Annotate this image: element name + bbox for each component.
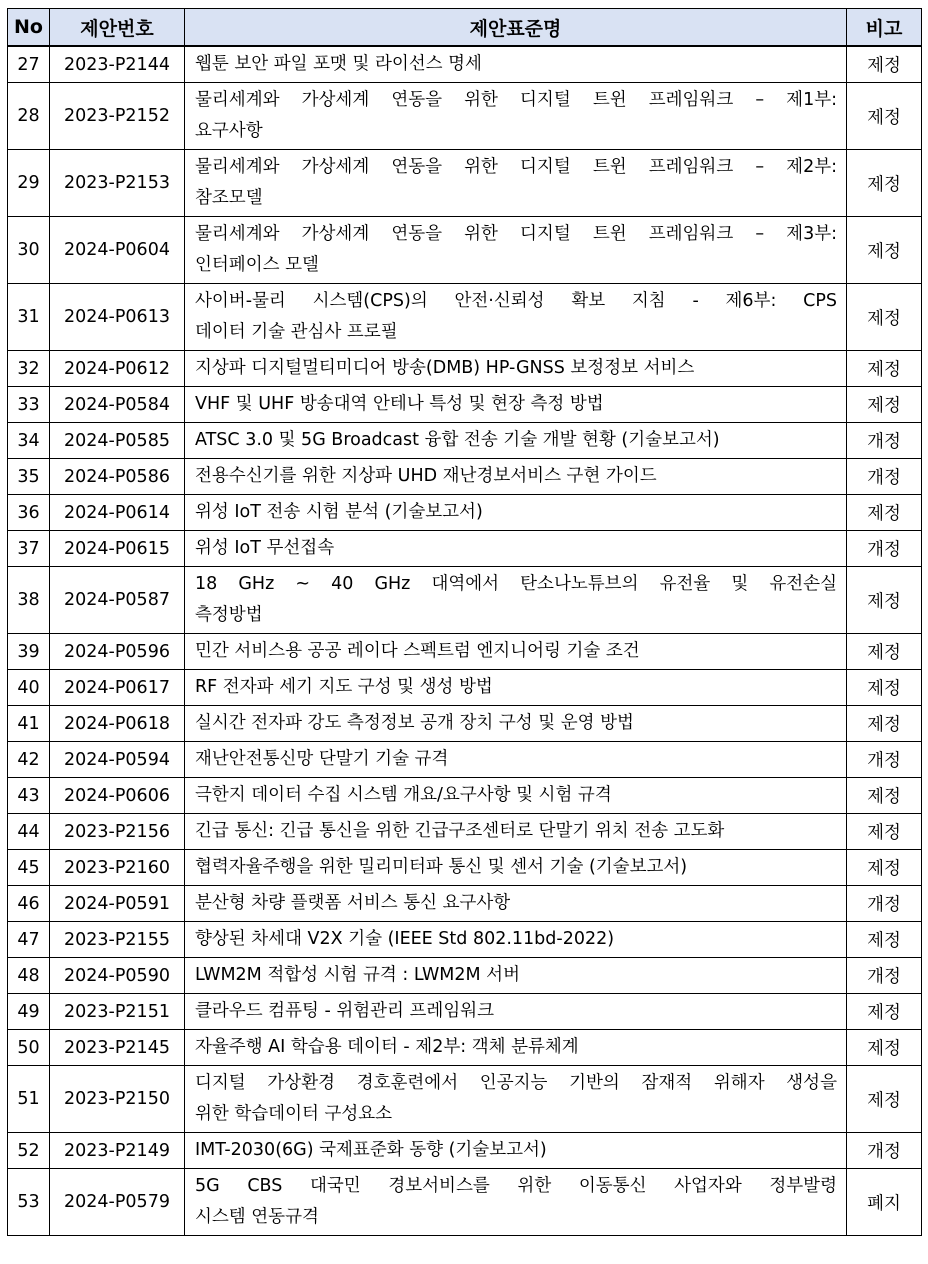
row-proposal-no: 2024-P0590 [50, 958, 185, 994]
row-title-line: 물리세계와 가상세계 연동을 위한 디지털 트윈 프레임워크 – 제1부: [195, 90, 837, 110]
row-no: 49 [8, 994, 50, 1030]
row-title [185, 459, 847, 495]
row-no: 29 [8, 150, 50, 217]
row-title-line: LWM2M 적합성 시험 규격 : LWM2M 서버 [195, 965, 520, 985]
row-title [185, 1169, 847, 1236]
table-row [8, 423, 922, 459]
row-note: 제정 [847, 495, 922, 531]
row-title-line: 사이버-물리 시스템(CPS)의 안전·신뢰성 확보 지침 - 제6부: CPS [195, 291, 837, 311]
standards-proposal-table [7, 8, 922, 1236]
row-no: 28 [8, 83, 50, 150]
row-title-line: 클라우드 컴퓨팅 - 위험관리 프레임워크 [195, 1001, 495, 1021]
row-proposal-no: 2024-P0594 [50, 742, 185, 778]
row-title [185, 922, 847, 958]
row-title-line: 긴급 통신: 긴급 통신을 위한 긴급구조센터로 단말기 위치 전송 고도화 [195, 821, 725, 841]
row-proposal-no: 2023-P2153 [50, 150, 185, 217]
row-title-line: IMT-2030(6G) 국제표준화 동향 (기술보고서) [195, 1140, 547, 1160]
row-proposal-no: 2024-P0579 [50, 1169, 185, 1236]
row-no: 47 [8, 922, 50, 958]
table-row [8, 634, 922, 670]
row-no: 42 [8, 742, 50, 778]
row-no: 45 [8, 850, 50, 886]
row-title-line: 자율주행 AI 학습용 데이터 - 제2부: 객체 분류체계 [195, 1037, 579, 1057]
row-no: 36 [8, 495, 50, 531]
header-no: No [8, 9, 50, 47]
row-title [185, 706, 847, 742]
row-proposal-no: 2023-P2149 [50, 1133, 185, 1169]
row-no: 48 [8, 958, 50, 994]
row-note: 제정 [847, 814, 922, 850]
row-proposal-no: 2024-P0586 [50, 459, 185, 495]
row-no: 35 [8, 459, 50, 495]
table-row [8, 217, 922, 284]
row-title-line: 참조모델 [195, 188, 263, 208]
row-title-line: 극한지 데이터 수집 시스템 개요/요구사항 및 시험 규격 [195, 785, 612, 805]
table-row [8, 459, 922, 495]
table-row [8, 83, 922, 150]
row-note: 제정 [847, 351, 922, 387]
row-no: 30 [8, 217, 50, 284]
row-title [185, 83, 847, 150]
table-header-row [8, 9, 922, 47]
row-proposal-no: 2023-P2156 [50, 814, 185, 850]
row-title-line: 민간 서비스용 공공 레이다 스펙트럼 엔지니어링 기술 조건 [195, 641, 640, 661]
row-note: 개정 [847, 958, 922, 994]
row-no: 50 [8, 1030, 50, 1066]
row-proposal-no: 2024-P0612 [50, 351, 185, 387]
row-title-line: 5G CBS 대국민 경보서비스를 위한 이동통신 사업자와 정부발령 [195, 1176, 837, 1196]
row-proposal-no: 2024-P0591 [50, 886, 185, 922]
row-no: 34 [8, 423, 50, 459]
row-title-line: 지상파 디지털멀티미디어 방송(DMB) HP-GNSS 보정정보 서비스 [195, 358, 695, 378]
row-note: 제정 [847, 994, 922, 1030]
row-note: 폐지 [847, 1169, 922, 1236]
row-title-line: 디지털 가상환경 경호훈련에서 인공지능 기반의 잠재적 위해자 생성을 [195, 1073, 837, 1093]
row-proposal-no: 2024-P0584 [50, 387, 185, 423]
row-title-line: 실시간 전자파 강도 측정정보 공개 장치 구성 및 운영 방법 [195, 713, 634, 733]
row-proposal-no: 2023-P2155 [50, 922, 185, 958]
row-proposal-no: 2024-P0617 [50, 670, 185, 706]
row-no: 51 [8, 1066, 50, 1133]
row-title [185, 778, 847, 814]
row-title-line: 요구사항 [195, 121, 263, 141]
row-note: 제정 [847, 778, 922, 814]
row-title-line: 인터페이스 모델 [195, 255, 319, 275]
row-note: 제정 [847, 1066, 922, 1133]
table-row [8, 46, 922, 83]
table-row [8, 850, 922, 886]
row-title-line: 측정방법 [195, 605, 263, 625]
row-note: 제정 [847, 634, 922, 670]
row-title [185, 850, 847, 886]
row-note: 제정 [847, 150, 922, 217]
row-note: 제정 [847, 83, 922, 150]
row-note: 제정 [847, 850, 922, 886]
row-title [185, 1030, 847, 1066]
table-row [8, 1066, 922, 1133]
table-row [8, 886, 922, 922]
table-row [8, 742, 922, 778]
table-row [8, 1169, 922, 1236]
row-no: 43 [8, 778, 50, 814]
row-note: 제정 [847, 217, 922, 284]
header-proposal-no: 제안번호 [50, 9, 185, 47]
row-note: 제정 [847, 46, 922, 83]
row-note: 개정 [847, 531, 922, 567]
row-note: 개정 [847, 742, 922, 778]
row-title [185, 994, 847, 1030]
table-row [8, 150, 922, 217]
row-title-line: 협력자율주행을 위한 밀리미터파 통신 및 센서 기술 (기술보고서) [195, 857, 688, 877]
row-proposal-no: 2024-P0618 [50, 706, 185, 742]
table-row [8, 670, 922, 706]
row-no: 44 [8, 814, 50, 850]
table-row [8, 706, 922, 742]
row-proposal-no: 2023-P2151 [50, 994, 185, 1030]
row-proposal-no: 2024-P0614 [50, 495, 185, 531]
row-title [185, 46, 847, 83]
row-title [185, 634, 847, 670]
row-title-line: 전용수신기를 위한 지상파 UHD 재난경보서비스 구현 가이드 [195, 466, 657, 486]
table-row [8, 922, 922, 958]
row-title [185, 814, 847, 850]
row-proposal-no: 2024-P0613 [50, 284, 185, 351]
row-no: 53 [8, 1169, 50, 1236]
row-title-line: 물리세계와 가상세계 연동을 위한 디지털 트윈 프레임워크 – 제3부: [195, 224, 837, 244]
row-title-line: 물리세계와 가상세계 연동을 위한 디지털 트윈 프레임워크 – 제2부: [195, 157, 837, 177]
row-note: 개정 [847, 423, 922, 459]
row-title [185, 958, 847, 994]
table-row [8, 1133, 922, 1169]
row-proposal-no: 2023-P2144 [50, 46, 185, 83]
row-note: 제정 [847, 387, 922, 423]
row-proposal-no: 2024-P0615 [50, 531, 185, 567]
row-title [185, 351, 847, 387]
row-title [185, 423, 847, 459]
row-proposal-no: 2023-P2152 [50, 83, 185, 150]
table-row [8, 387, 922, 423]
row-no: 39 [8, 634, 50, 670]
table-row [8, 567, 922, 634]
row-title-line: 향상된 차세대 V2X 기술 (IEEE Std 802.11bd-2022) [195, 929, 615, 949]
row-title-line: 웹툰 보안 파일 포맷 및 라이선스 명세 [195, 54, 482, 74]
table-row [8, 495, 922, 531]
row-title-line: 위성 IoT 무선접속 [195, 538, 335, 558]
row-title [185, 495, 847, 531]
row-title [185, 742, 847, 778]
header-title: 제안표준명 [185, 9, 847, 47]
row-title [185, 670, 847, 706]
row-title-line: ATSC 3.0 및 5G Broadcast 융합 전송 기술 개발 현황 (기술보고서) [195, 430, 720, 450]
table-row [8, 778, 922, 814]
row-no: 27 [8, 46, 50, 83]
row-proposal-no: 2024-P0606 [50, 778, 185, 814]
row-no: 52 [8, 1133, 50, 1169]
row-no: 40 [8, 670, 50, 706]
row-note: 제정 [847, 670, 922, 706]
row-title-line: 위성 IoT 전송 시험 분석 (기술보고서) [195, 502, 483, 522]
table-row [8, 1030, 922, 1066]
row-proposal-no: 2024-P0587 [50, 567, 185, 634]
row-no: 41 [8, 706, 50, 742]
row-note: 제정 [847, 284, 922, 351]
header-note: 비고 [847, 9, 922, 47]
row-proposal-no: 2024-P0596 [50, 634, 185, 670]
row-note: 개정 [847, 886, 922, 922]
row-note: 개정 [847, 459, 922, 495]
row-title-line: 재난안전통신망 단말기 기술 규격 [195, 749, 449, 769]
row-note: 제정 [847, 706, 922, 742]
row-title-line: 분산형 차량 플랫폼 서비스 통신 요구사항 [195, 893, 511, 913]
table-row [8, 814, 922, 850]
row-no: 32 [8, 351, 50, 387]
row-title [185, 567, 847, 634]
table-row [8, 351, 922, 387]
row-title [185, 150, 847, 217]
row-note: 개정 [847, 1133, 922, 1169]
row-proposal-no: 2023-P2160 [50, 850, 185, 886]
row-proposal-no: 2023-P2150 [50, 1066, 185, 1133]
row-title [185, 1066, 847, 1133]
row-title [185, 387, 847, 423]
row-proposal-no: 2023-P2145 [50, 1030, 185, 1066]
row-title-line: 시스템 연동규격 [195, 1207, 319, 1227]
row-note: 제정 [847, 922, 922, 958]
table-row [8, 284, 922, 351]
row-no: 33 [8, 387, 50, 423]
row-title-line: RF 전자파 세기 지도 구성 및 생성 방법 [195, 677, 493, 697]
row-title [185, 284, 847, 351]
row-proposal-no: 2024-P0604 [50, 217, 185, 284]
table-row [8, 531, 922, 567]
row-title [185, 217, 847, 284]
row-title-line: 18 GHz ~ 40 GHz 대역에서 탄소나노튜브의 유전율 및 유전손실 [195, 574, 837, 594]
row-note: 제정 [847, 1030, 922, 1066]
row-title-line: VHF 및 UHF 방송대역 안테나 특성 및 현장 측정 방법 [195, 394, 604, 414]
row-title [185, 886, 847, 922]
table-row [8, 994, 922, 1030]
row-no: 31 [8, 284, 50, 351]
row-title [185, 531, 847, 567]
row-note: 제정 [847, 567, 922, 634]
row-no: 37 [8, 531, 50, 567]
row-title [185, 1133, 847, 1169]
row-no: 38 [8, 567, 50, 634]
row-no: 46 [8, 886, 50, 922]
table-row [8, 958, 922, 994]
row-title-line: 데이터 기술 관심사 프로필 [195, 322, 398, 342]
row-title-line: 위한 학습데이터 구성요소 [195, 1104, 393, 1124]
row-proposal-no: 2024-P0585 [50, 423, 185, 459]
